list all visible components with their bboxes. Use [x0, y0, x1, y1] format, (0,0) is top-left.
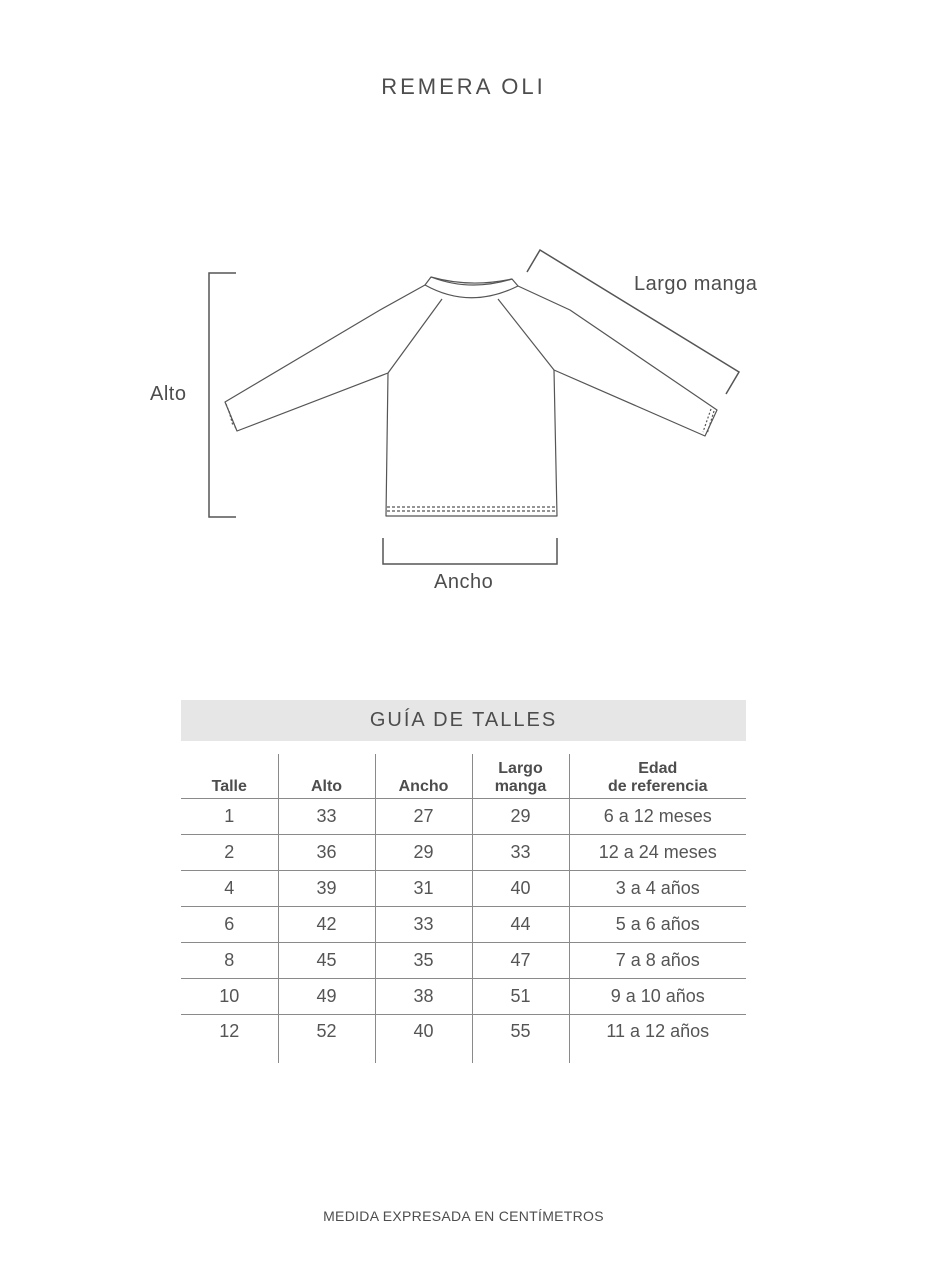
width-bracket [383, 538, 557, 564]
table-row [181, 979, 746, 1015]
cell-talle: 10 [181, 979, 278, 1015]
cell-talle: 12 [219, 1021, 240, 1041]
table-row [181, 871, 746, 907]
size-guide-title: GUÍA DE TALLES [181, 700, 746, 741]
cell-talle: 6 [181, 907, 278, 943]
page-title: REMERA OLI [381, 74, 546, 99]
cell-edad: 5 a 6 años [569, 907, 746, 943]
cell-talle: 4 [181, 871, 278, 907]
cell-ancho: 29 [375, 835, 472, 871]
cell-talle: 2 [181, 835, 278, 871]
cell-largo-manga: 55 [472, 1015, 569, 1064]
tshirt-left-sleeve [225, 285, 425, 431]
cell-ancho: 33 [375, 907, 472, 943]
height-bracket [209, 273, 236, 517]
cell-talle: 8 [181, 943, 278, 979]
table-row [181, 835, 746, 871]
header-ancho: Ancho [375, 754, 472, 799]
cell-ancho: 35 [375, 943, 472, 979]
height-label: Alto [150, 383, 187, 405]
width-label: Ancho [434, 571, 494, 593]
cell-largo-manga: 47 [472, 943, 569, 979]
cell-talle: 1 [181, 799, 278, 835]
cell-largo-manga: 40 [472, 871, 569, 907]
table-row [181, 799, 746, 835]
header-alto: Alto [278, 754, 375, 799]
cell-edad: 3 a 4 años [569, 871, 746, 907]
cell-edad: 12 a 24 meses [569, 835, 746, 871]
cell-alto: 33 [278, 799, 375, 835]
cell-largo-manga: 44 [472, 907, 569, 943]
cell-alto: 52 [278, 1015, 375, 1064]
cell-largo-manga: 29 [472, 799, 569, 835]
table-row [181, 907, 746, 943]
cell-edad: 11 a 12 años [569, 1015, 746, 1064]
cell-edad: 6 a 12 meses [569, 799, 746, 835]
cell-alto: 49 [278, 979, 375, 1015]
table-row [181, 1015, 746, 1064]
cell-alto: 39 [278, 871, 375, 907]
size-table [181, 754, 746, 1063]
cell-largo-manga: 51 [472, 979, 569, 1015]
cell-edad: 9 a 10 años [569, 979, 746, 1015]
cell-ancho: 38 [375, 979, 472, 1015]
cell-ancho: 31 [375, 871, 472, 907]
sleeve-label: Largo manga [634, 273, 758, 295]
size-guide [181, 700, 746, 1063]
cell-alto: 45 [278, 943, 375, 979]
cell-ancho: 40 [375, 1015, 472, 1064]
tshirt-right-sleeve [518, 286, 717, 436]
header-talle: Talle [181, 754, 278, 799]
cell-largo-manga: 33 [472, 835, 569, 871]
table-row [181, 943, 746, 979]
cell-edad: 7 a 8 años [569, 943, 746, 979]
cell-ancho: 27 [375, 799, 472, 835]
footer-note: MEDIDA EXPRESADA EN CENTÍMETROS [323, 1208, 604, 1224]
cell-alto: 36 [278, 835, 375, 871]
table-header-row [181, 754, 746, 799]
header-edad: Edad de referencia [569, 754, 746, 799]
header-largo-manga: Largo manga [472, 754, 569, 799]
tshirt-body-outline [386, 370, 557, 516]
cell-alto: 42 [278, 907, 375, 943]
